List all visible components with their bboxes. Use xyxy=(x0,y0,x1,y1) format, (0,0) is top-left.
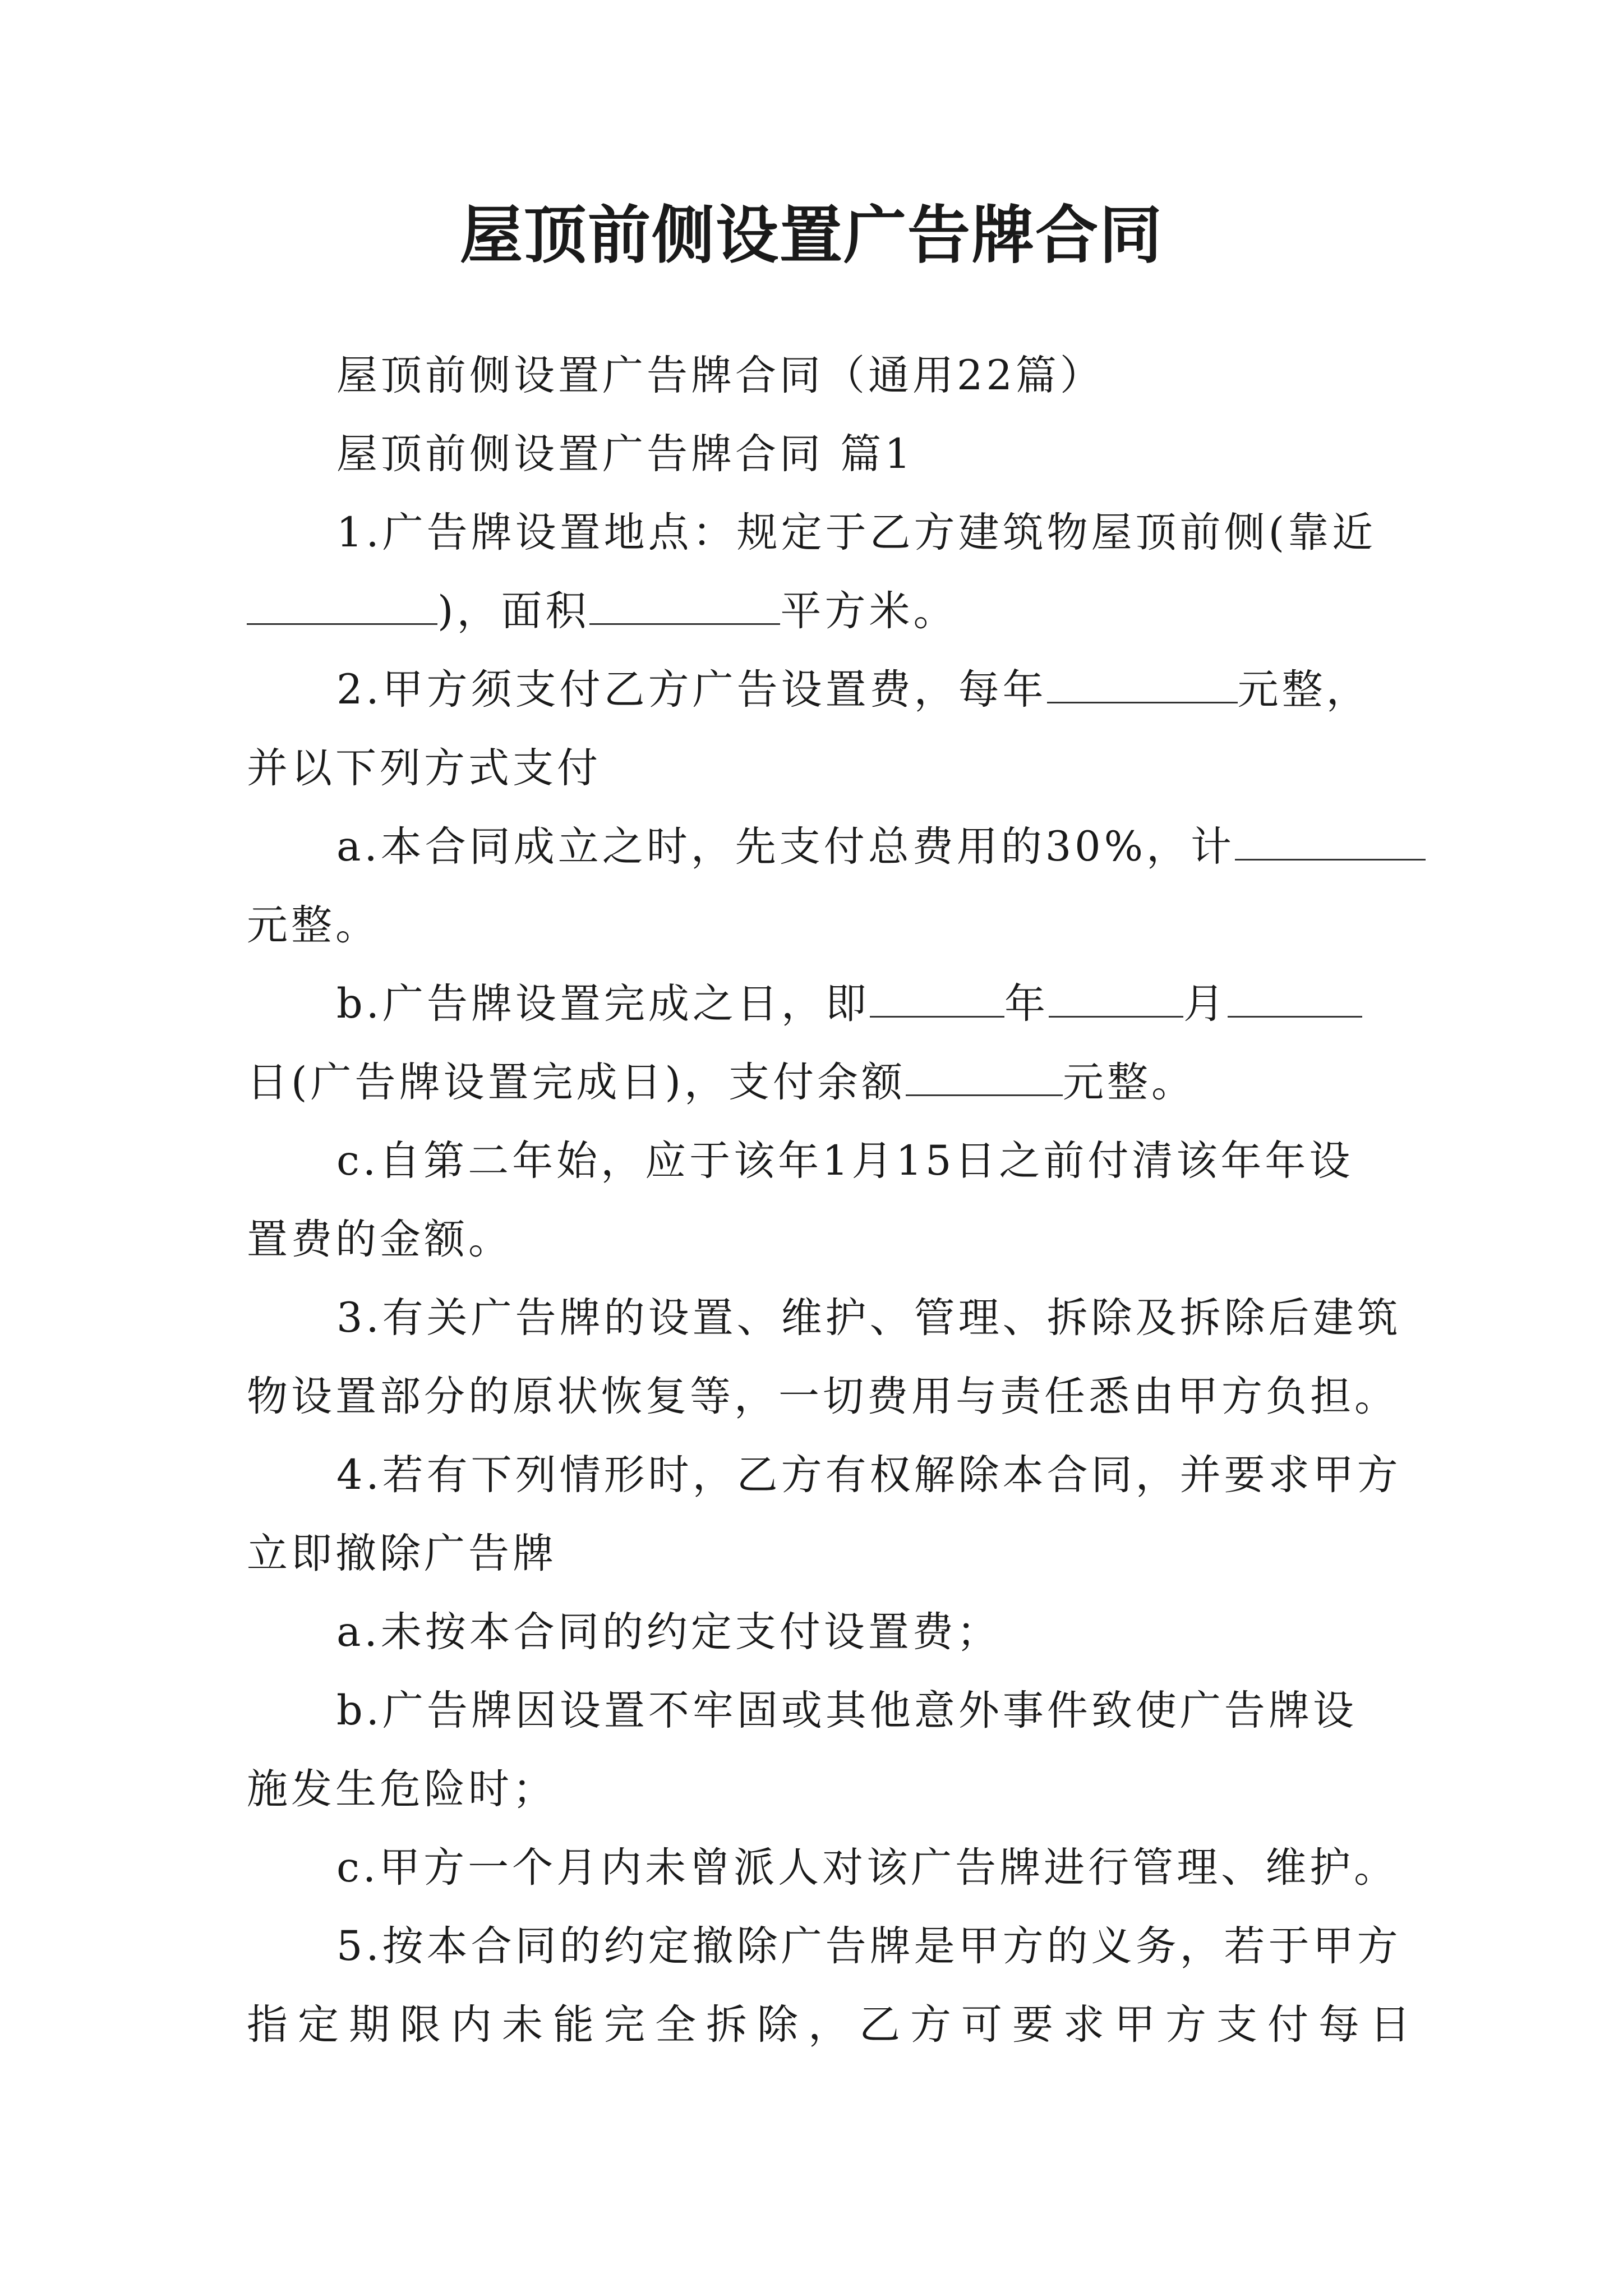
clause-2b-line-1 xyxy=(247,965,1385,1043)
clause-text: 元整。 xyxy=(247,901,380,949)
blank-line xyxy=(870,977,1004,1018)
clause-1-line-1 xyxy=(247,494,1385,572)
clause-text: 元整， xyxy=(1237,666,1371,714)
clause-text: )，面积 xyxy=(437,587,590,635)
blank-line xyxy=(1228,977,1362,1018)
subtitle: 屋顶前侧设置广告牌合同（通用22篇） xyxy=(336,352,1104,399)
clause-4b-line-1: b.广告牌因设置不牢固或其他意外事件致使广告牌设 xyxy=(336,1687,1357,1734)
clause-text: 元整。 xyxy=(1062,1059,1196,1106)
clause-4b-line-2: 施发生危险时； xyxy=(247,1765,557,1813)
clause-4c: c.甲方一个月内未曾派人对该广告牌进行管理、维护。 xyxy=(336,1844,1399,1892)
clause-text: 平方米。 xyxy=(780,587,958,635)
clause-2c-line-1: c.自第二年始，应于该年1月15日之前付清该年年设 xyxy=(336,1137,1354,1185)
clause-text: 2.甲方须支付乙方广告设置费，每年 xyxy=(336,666,1047,714)
clause-text: 并以下列方式支付 xyxy=(247,744,601,792)
clause-2-line-1 xyxy=(247,651,1385,729)
clause-2a-line-1 xyxy=(247,808,1385,886)
clause-4-line-1: 4.若有下列情形时，乙方有权解除本合同，并要求甲方 xyxy=(336,1451,1401,1499)
clause-2-line-2 xyxy=(247,729,1385,808)
blank-line xyxy=(906,1055,1063,1096)
blank-line xyxy=(589,584,780,625)
blank-line xyxy=(247,584,437,625)
document-title: 屋顶前侧设置广告牌合同 xyxy=(460,199,1163,272)
clause-text: 月 xyxy=(1183,980,1228,1028)
blank-line xyxy=(1049,977,1183,1018)
clause-3-line-1: 3.有关广告牌的设置、维护、管理、拆除及拆除后建筑 xyxy=(336,1294,1401,1342)
clause-text: a.本合同成立之时，先支付总费用的30%，计 xyxy=(336,823,1235,871)
clause-text: 1.广告牌设置地点：规定于乙方建筑物屋顶前侧(靠近 xyxy=(336,509,1377,556)
clause-1-line-2 xyxy=(247,572,1385,651)
clause-4-line-2: 立即撤除广告牌 xyxy=(247,1530,557,1577)
blank-line xyxy=(1235,820,1426,861)
document-body xyxy=(247,337,1421,2064)
clause-text: b.广告牌设置完成之日，即 xyxy=(336,980,870,1028)
section-heading: 屋顶前侧设置广告牌合同 篇1 xyxy=(336,430,914,478)
clause-4a: a.未按本合同的约定支付设置费； xyxy=(336,1608,1001,1656)
clause-2a-line-2 xyxy=(247,886,1385,965)
clause-2b-line-2 xyxy=(247,1043,1385,1122)
clause-5-line-2: 指定期限内未能完全拆除，乙方可要求甲方支付每日 xyxy=(247,2001,1421,2049)
clause-text: 年 xyxy=(1004,980,1049,1028)
clause-5-line-1: 5.按本合同的约定撤除广告牌是甲方的义务，若于甲方 xyxy=(336,1922,1401,1970)
blank-line xyxy=(1047,662,1238,703)
clause-2c-line-2: 置费的金额。 xyxy=(247,1216,513,1263)
clause-text: 日(广告牌设置完成日)，支付余额 xyxy=(247,1059,906,1106)
clause-3-line-2: 物设置部分的原状恢复等，一切费用与责任悉由甲方负担。 xyxy=(247,1373,1399,1420)
